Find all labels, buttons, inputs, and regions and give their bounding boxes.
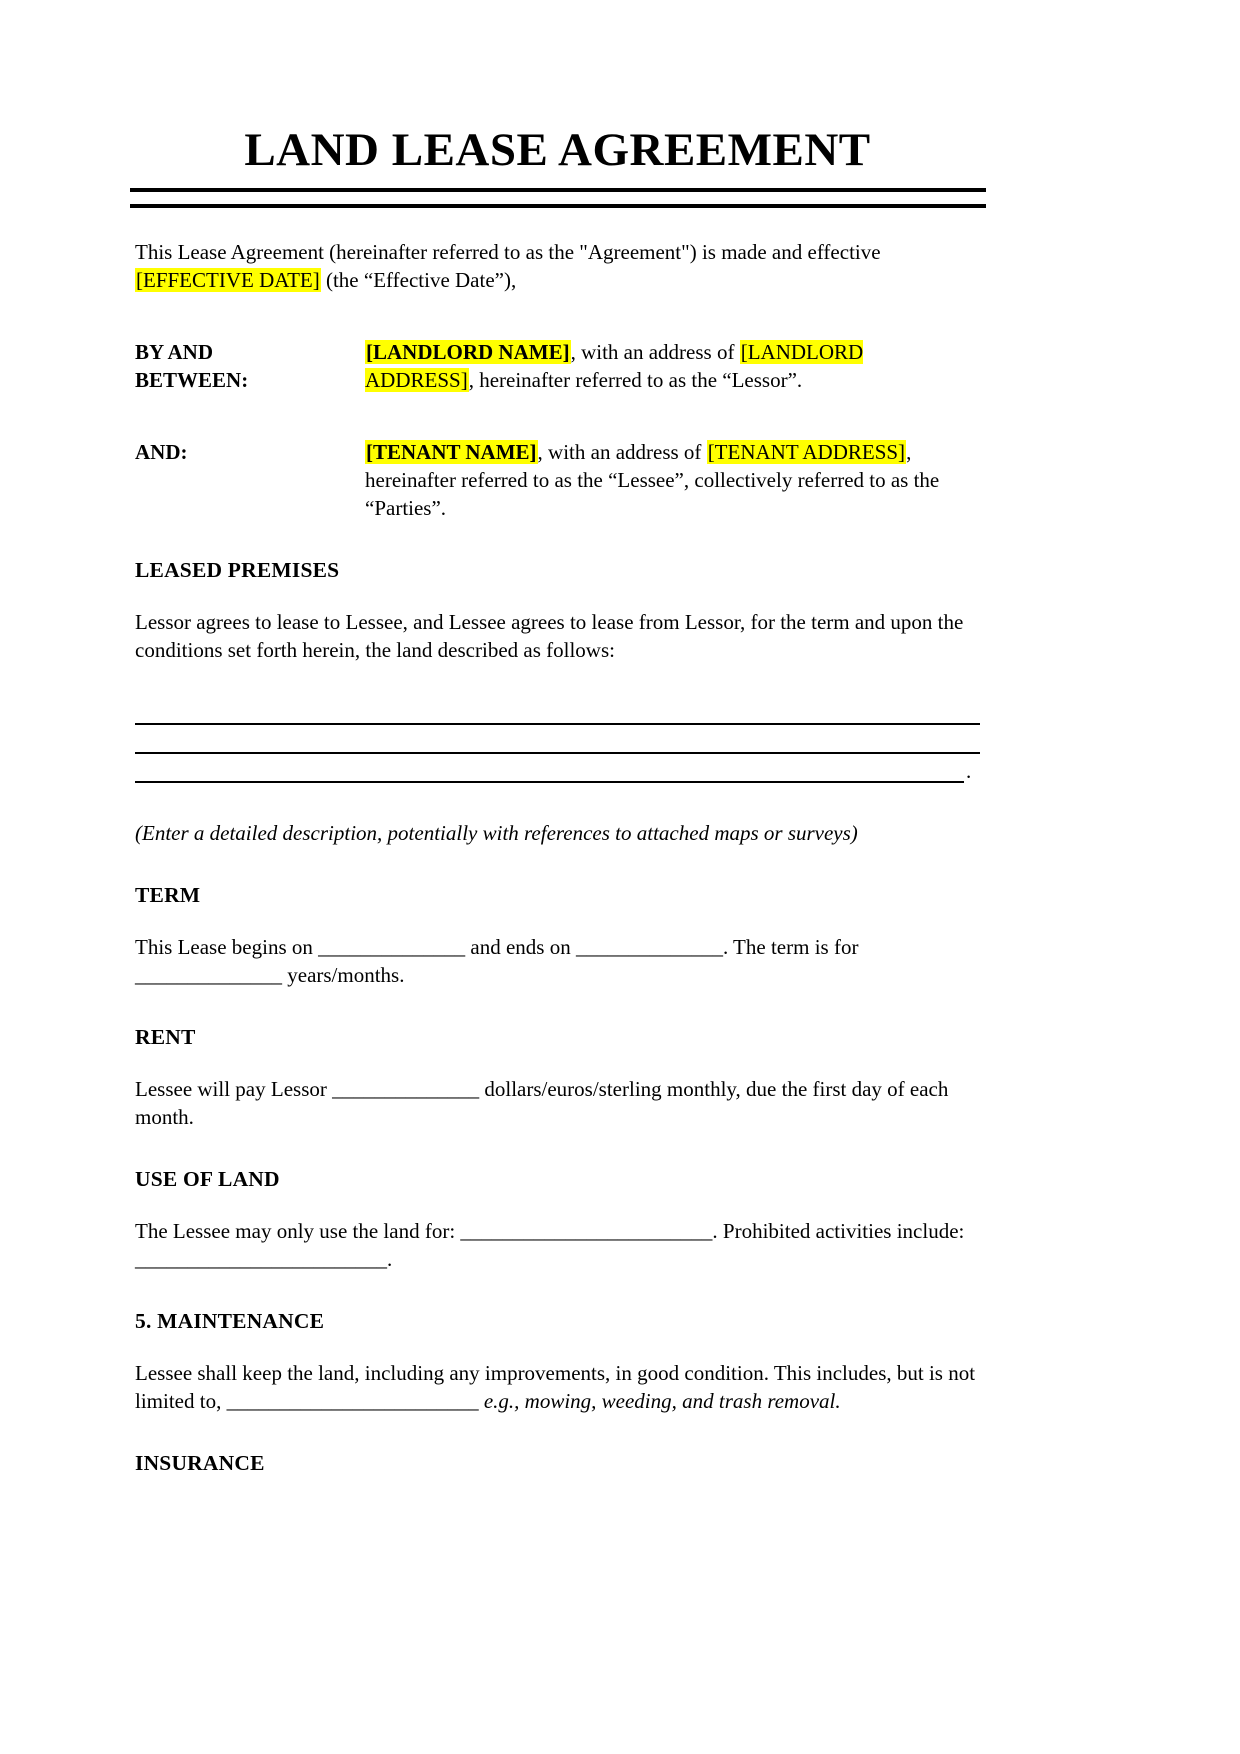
land-description-blanks	[135, 696, 980, 783]
landlord-clause	[365, 338, 959, 394]
section-heading-leased-premises: LEASED PREMISES	[135, 558, 340, 583]
title-divider	[130, 188, 986, 208]
section-heading-rent: RENT	[135, 1025, 196, 1050]
by-and-between-block	[135, 338, 980, 394]
use-of-land-body: The Lessee may only use the land for: ________________________. Prohibited activities include: ________________________.	[135, 1219, 965, 1272]
effective-date-placeholder: [EFFECTIVE DATE]	[136, 268, 320, 293]
maintenance-text: Lessee shall keep the land, including any improvements, in good condition. This includes, but is not limited to, ________________________	[135, 1361, 976, 1414]
rent-body: Lessee will pay Lessor ______________ dollars/euros/sterling monthly, due the first day of each month.	[135, 1077, 949, 1130]
tenant-clause-end: , hereinafter referred to as the “Lessee”, collectively referred to as the “Parties”.	[365, 440, 940, 521]
document-title: LAND LEASE AGREEMENT	[244, 124, 871, 176]
tenant-name-placeholder: [TENANT NAME]	[366, 440, 537, 465]
tenant-address-placeholder: [TENANT ADDRESS]	[707, 440, 906, 465]
by-and-between-label: BY AND BETWEEN:	[135, 340, 249, 393]
fill-in-line	[135, 696, 980, 725]
landlord-address-placeholder: [LANDLORD ADDRESS]	[365, 340, 864, 393]
fill-in-line-suffix: .	[966, 759, 972, 784]
and-block	[135, 438, 980, 522]
maintenance-body	[135, 1359, 980, 1415]
section-heading-maintenance: 5. MAINTENANCE	[135, 1309, 325, 1334]
maintenance-example-text: e.g., mowing, weeding, and trash removal.	[483, 1389, 841, 1414]
intro-text-before: This Lease Agreement (hereinafter referred to as the "Agreement") is made and effective	[135, 240, 881, 265]
landlord-name-placeholder: [LANDLORD NAME]	[366, 340, 570, 365]
fill-in-line	[135, 725, 980, 754]
tenant-clause	[365, 438, 959, 522]
intro-text-after: (the “Effective Date”),	[320, 268, 517, 293]
landlord-clause-middle: , with an address of	[570, 340, 740, 365]
term-body: This Lease begins on ______________ and ends on ______________. The term is for ______________ years/months.	[135, 935, 859, 988]
section-heading-use-of-land: USE OF LAND	[135, 1167, 280, 1192]
and-label: AND:	[135, 440, 188, 465]
fill-in-line-last	[135, 754, 980, 783]
section-heading-term: TERM	[135, 883, 201, 908]
landlord-clause-end: , hereinafter referred to as the “Lessor”.	[468, 368, 803, 393]
tenant-clause-middle: , with an address of	[537, 440, 707, 465]
fill-in-line	[135, 754, 964, 783]
section-heading-insurance: INSURANCE	[135, 1451, 265, 1476]
leased-premises-body: Lessor agrees to lease to Lessee, and Lessee agrees to lease from Lessor, for the term and upon the conditions set forth herein, the land described as follows:	[135, 610, 964, 663]
description-note: (Enter a detailed description, potentially with references to attached maps or surveys)	[135, 821, 858, 846]
intro-paragraph	[135, 238, 980, 294]
